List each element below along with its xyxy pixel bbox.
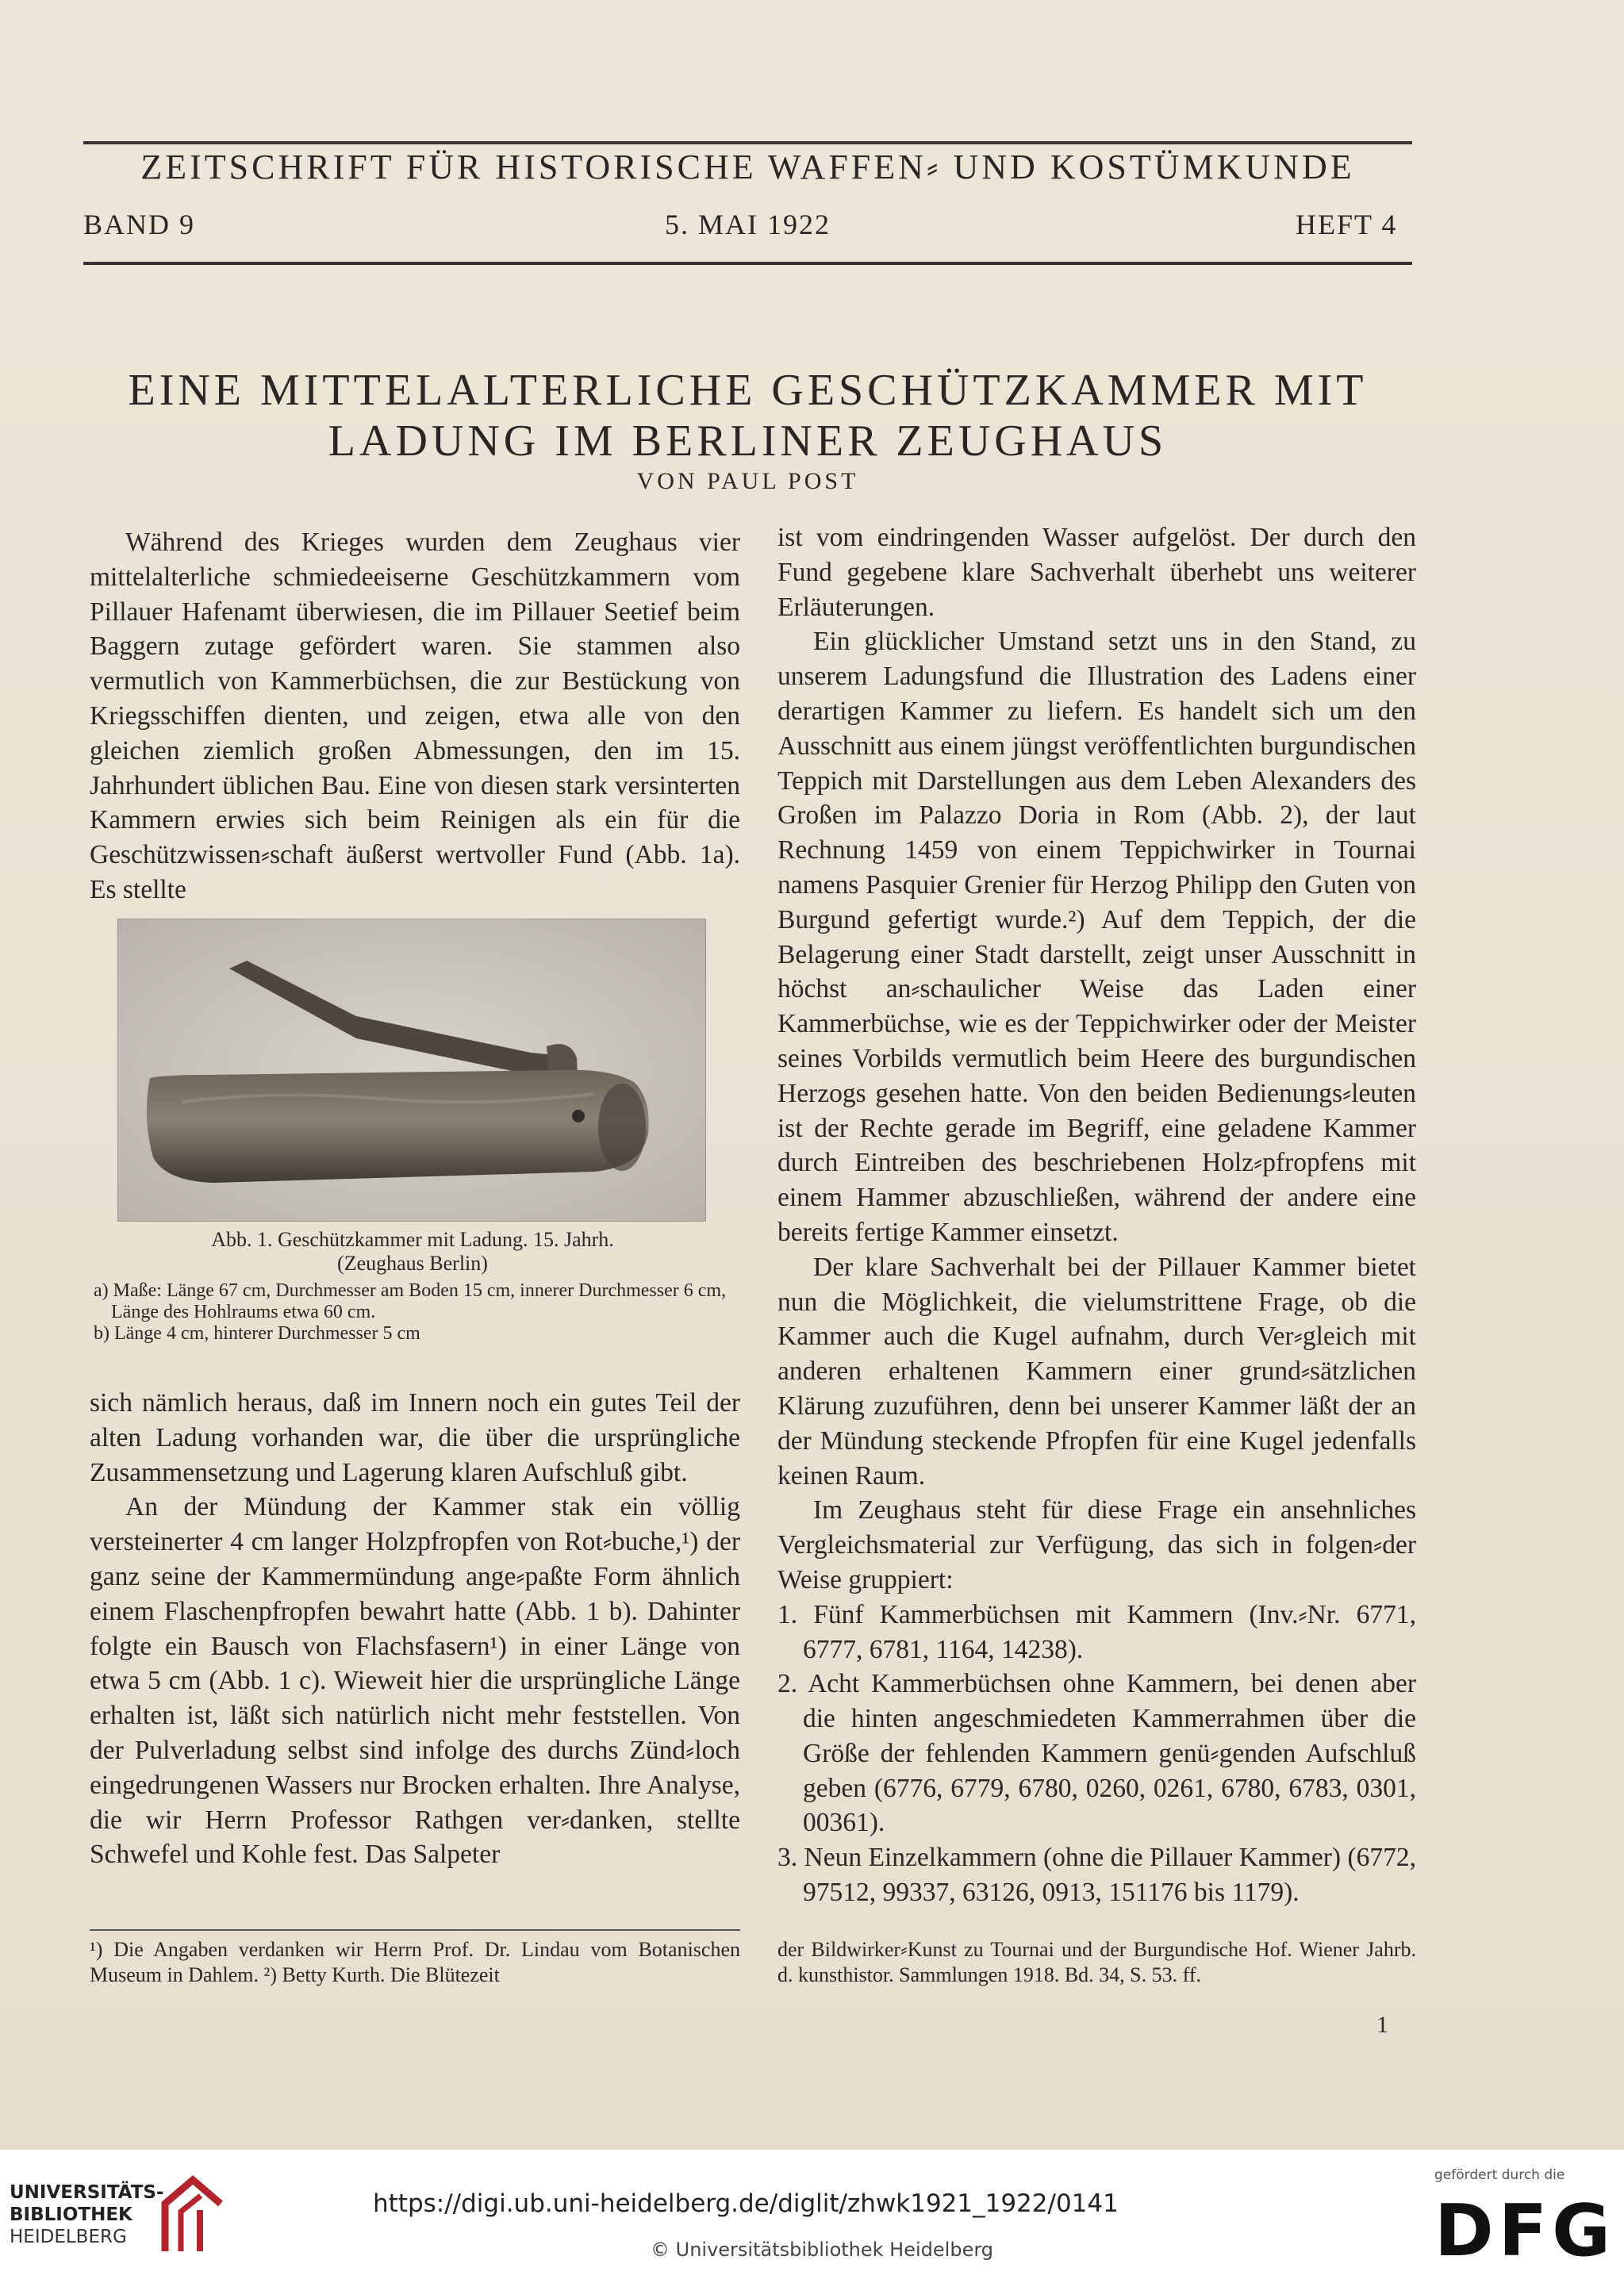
paragraph: Der klare Sachverhalt bei der Pillauer Kammer bietet nun die Möglichkeit, die vielumstrittene Frage, ob die Kammer auch die Kugel aufnahm, durch Ver⸗gleich mit anderen erhaltenen Kammern einer grund⸗sätzlichen Klärung zuzuführen, denn bei unserer Kammer läßt der an der Mündung steckende Pfropfen für eine Kugel jedenfalls keinen Raum. [777, 1252, 1416, 1491]
caption-note-a: a) Maße: Länge 67 cm, Durchmesser am Boden 15 cm, innerer Durchmesser 6 cm, Länge des Hohlraums etwa 60 cm. [94, 1280, 727, 1322]
issue-date: 5. MAI 1922 [665, 209, 831, 240]
paragraph: Im Zeughaus steht für diese Frage ein ansehnliches Vergleichsmaterial zur Verfügung, das sich in folgen⸗der Weise gruppiert: [777, 1495, 1416, 1594]
volume-label: BAND 9 [83, 209, 196, 240]
dfg-logo-text: DFG [1434, 2189, 1616, 2273]
caption-title: Abb. 1. Geschützkammer mit Ladung. 15. Jahrh. [211, 1228, 614, 1251]
figure-chamber-photo [117, 919, 706, 1222]
list-item: 2. Acht Kammerbüchsen ohne Kammern, bei denen aber die hinten angeschmiedeten Kammerrahmen über die Größe der fehlenden Kammern genü⸗genden Aufschluß geben (6776, 6779, 6780, 0260, 0261, 6780, 6783, 0301, 00361). [777, 1669, 1416, 1838]
footnote-rule [90, 1929, 740, 1931]
caption-note-b: b) Länge 4 cm, hinterer Durchmesser 5 cm [94, 1323, 420, 1344]
copyright-notice: © Universitätsbibliothek Heidelberg [651, 2239, 994, 2261]
caption-source: (Zeughaus Berlin) [337, 1252, 488, 1275]
permalink-url[interactable]: https://digi.ub.uni-heidelberg.de/diglit/zhwk1921_1922/0141 [373, 2189, 1119, 2218]
header-top-rule [83, 141, 1412, 144]
journal-title: ZEITSCHRIFT FÜR HISTORISCHE WAFFEN⸗ UND KOSTÜMKUNDE [140, 148, 1355, 186]
header-bottom-rule [83, 262, 1412, 265]
article-title-line: LADUNG IM BERLINER ZEUGHAUS [328, 416, 1168, 466]
footnote-right: der Bildwirker⸗Kunst zu Tournai und der Burgundische Hof. Wiener Jahrb. d. kunsthistor. Sammlungen 1918. Bd. 34, S. 53. ff. [777, 1938, 1416, 1986]
issue-number: HEFT 4 [1296, 209, 1398, 240]
dfg-logo [1434, 2189, 1615, 2273]
library-logo-text [10, 2181, 164, 2248]
paragraph: ist vom eindringenden Wasser aufgelöst. Der durch den Fund gegebene klare Sachverhalt überhebt uns weiterer Erläuterungen. [777, 523, 1416, 622]
footnote-left: ¹) Die Angaben verdanken wir Herrn Prof. Dr. Lindau vom Botanischen Museum in Dahlem. ²) Betty Kurth. Die Blütezeit [90, 1938, 740, 1986]
library-footer [0, 2150, 1624, 2283]
library-logo-icon [157, 2172, 228, 2259]
paragraph: sich nämlich heraus, daß im Innern noch ein gutes Teil der alten Ladung vorhanden war, die über die ursprüngliche Zusammensetzung und Lagerung klaren Aufschluß gibt. [90, 1388, 740, 1487]
paragraph: Während des Krieges wurden dem Zeughaus vier mittelalterliche schmiedeeiserne Geschützkammern vom Pillauer Hafenamt überwiesen, die im Pillauer Seetief beim Baggern zutage gefördert waren. Sie stammen also vermutlich von Kammerbüchsen, die zur Bestückung von Kriegsschiffen dienten, und zeigen, etwa alle von den gleichen ziemlich großen Abmessungen, den im 15. Jahrhundert üblichen Bau. Eine von diesen stark versinterten Kammern erwies sich beim Reinigen als ein für die Geschützwissen⸗schaft äußerst wertvoller Fund (Abb. 1a). Es stellte [90, 528, 740, 904]
left-column-top [90, 525, 740, 907]
chamber-photo-illustration [118, 919, 705, 1221]
list-item: 3. Neun Einzelkammern (ohne die Pillauer Kammer) (6772, 97512, 99337, 63126, 0913, 151176 bis 1179). [777, 1843, 1416, 1908]
inventory-list [777, 1598, 1416, 1910]
right-column [777, 520, 1416, 1910]
logo-line: HEIDELBERG [10, 2227, 127, 2247]
paragraph: Ein glücklicher Umstand setzt uns in den Stand, zu unserem Ladungsfund die Illustration des Ladens einer derartigen Kammer zu liefern. Es handelt sich um den Ausschnitt aus einem jüngst veröffentlichten burgundischen Teppich mit Darstellungen aus dem Leben Alexanders des Großen im Palazzo Doria in Rom (Abb. 2), der laut Rechnung 1459 von einem Teppichwirker in Tournai namens Pasquier Grenier für Herzog Philipp den Guten von Burgund gefertigt wurde.²) Auf dem Teppich, der die Belagerung einer Stadt darstellt, zeigt unser Ausschnitt in höchst an⸗schaulicher Weise das Laden einer Kammerbüchse, wie es der Teppichwirker oder der Meister seines Vorbilds vermutlich beim Heere des burgundischen Herzogs gesehen hatte. Von den beiden Bedienungs⸗leuten ist der Rechte gerade im Begriff, eine geladene Kammer durch Eintreiben des beschriebenen Holz⸗pfropfens mit einem Hammer abzuschließen, während der andere eine bereits fertige Kammer einsetzt. [777, 627, 1416, 1247]
left-column-bottom [90, 1386, 740, 1872]
paragraph: An der Mündung der Kammer stak ein völlig versteinerter 4 cm langer Holzpfropfen von Rot⸗buche,¹) der ganz seine der Kammermündung ange⸗paßte Form ähnlich einem Flaschenpfropfen bewahrt hatte (Abb. 1 b). Dahinter folgte ein Bausch von Flachsfasern¹) in einer Länge von etwa 5 cm (Abb. 1 c). Wieweit hier die ursprüngliche Länge erhalten ist, läßt sich natürlich nicht mehr feststellen. Von der Pulverladung selbst sind infolge des durchs Zünd⸗loch eingedrungenen Wassers nur Brocken erhalten. Ihre Analyse, die wir Herrn Professor Rathgen ver⸗danken, stellte Schwefel und Kohle fest. Das Salpeter [90, 1492, 740, 1870]
page-number: 1 [1376, 2012, 1388, 2038]
article-byline: VON PAUL POST [636, 468, 859, 494]
logo-line: BIBLIOTHEK [10, 2204, 132, 2225]
sponsor-label: gefördert durch die [1434, 2167, 1565, 2183]
article-title [83, 365, 1412, 466]
list-item: 1. Fünf Kammerbüchsen mit Kammern (Inv.⸗Nr. 6771, 6777, 6781, 1164, 14238). [777, 1599, 1416, 1664]
figure-caption [87, 1228, 738, 1345]
article-title-line: EINE MITTELALTERLICHE GESCHÜTZKAMMER MIT [128, 366, 1368, 415]
logo-line: UNIVERSITÄTS- [10, 2182, 164, 2203]
